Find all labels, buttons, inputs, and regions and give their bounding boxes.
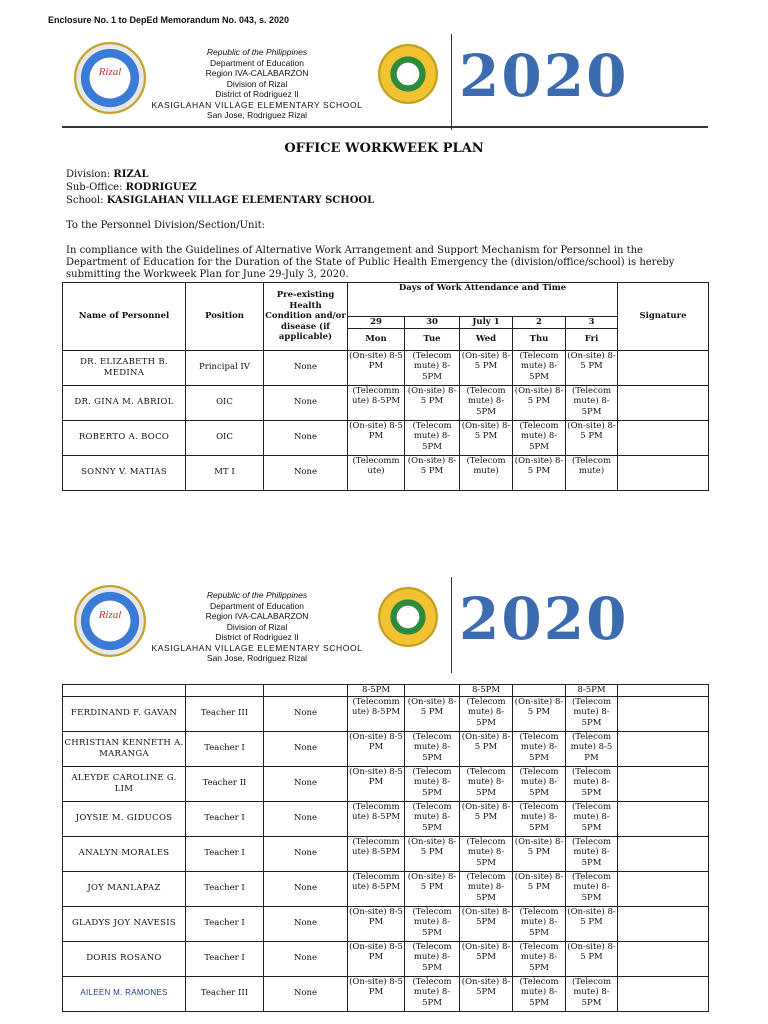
addressee: To the Personnel Division/Section/Unit: [66,220,266,231]
enclosure-note: Enclosure No. 1 to DepEd Memorandum No. 043, s. 2020 [48,15,290,25]
attendance-cell: (On-site) 8-5 PM [513,455,566,490]
table-row [63,350,709,385]
attendance-cell: 8-5PM [348,685,405,697]
district-line: District of Rodriguez II [215,89,299,99]
health-condition-cell: None [264,731,348,766]
attendance-cell: (Telecomm ute) [348,455,405,490]
attendance-cell: (On-site) 8-5PM [460,906,513,941]
health-condition-cell: None [264,941,348,976]
personnel-name-cell: DR. ELIZABETH B. MEDINA [63,350,186,385]
table-row [63,941,709,976]
attendance-cell: (Telecom mute) 8-5PM [460,871,513,906]
date-cell: 29 [348,317,405,329]
position-cell: MT I [186,455,264,490]
school-line: KASIGLAHAN VILLAGE ELEMENTARY SCHOOL [151,99,363,110]
signature-cell [618,731,709,766]
position-cell: Teacher I [186,871,264,906]
letterhead-top [0,34,768,134]
position-cell: OIC [186,420,264,455]
attendance-cell: (Telecom mute) 8-5PM [405,906,460,941]
signature-cell [618,350,709,385]
attendance-cell: (On-site) 8-5 PM [348,420,405,455]
attendance-cell: (Telecom mute) 8-5PM [460,766,513,801]
attendance-cell: (Telecom mute) [566,455,618,490]
table-row [63,871,709,906]
attendance-cell: (On-site) 8-5 PM [348,976,405,1011]
attendance-cell: (On-site) 8-5 PM [405,871,460,906]
attendance-cell: (Telecom mute) 8-5PM [566,766,618,801]
signature-cell [618,420,709,455]
signature-cell [618,455,709,490]
position-cell: Teacher III [186,696,264,731]
attendance-cell: (On-site) 8-5 PM [513,385,566,420]
personnel-name-cell: AILEEN M. RAMONES [63,976,186,1011]
attendance-cell: (Telecom mute) 8-5PM [405,731,460,766]
attendance-cell: (On-site) 8-5 PM [460,731,513,766]
health-condition-cell: None [264,871,348,906]
attendance-cell: (Telecomm ute) 8-5PM [348,385,405,420]
division-info: Division: RIZAL [66,169,149,180]
table-row [63,696,709,731]
position-cell: Teacher III [186,976,264,1011]
divider [62,126,708,128]
school-seal-icon [378,587,438,647]
header-days: Days of Work Attendance and Time [348,283,618,317]
personnel-name-cell: DR. GINA M. ABRIOL [63,385,186,420]
personnel-name-cell: GLADYS JOY NAVESIS [63,906,186,941]
attendance-cell: (On-site) 8-5 PM [566,420,618,455]
attendance-cell: (Telecom mute) [460,455,513,490]
district-line: District of Rodriguez II [215,632,299,642]
position-cell: Teacher I [186,731,264,766]
address-line: San Jose, Rodriguez Rizal [206,653,308,663]
signature-cell [618,976,709,1011]
attendance-cell: (Telecom mute) 8-5PM [405,976,460,1011]
attendance-cell: (Telecomm ute) 8-5PM [348,801,405,836]
attendance-cell: (Telecom mute) 8-5PM [405,350,460,385]
year-banner: 2020 [459,42,629,110]
health-condition-cell: None [264,906,348,941]
date-cell: 2 [513,317,566,329]
table-row [63,385,709,420]
position-cell: Teacher I [186,906,264,941]
attendance-cell: (Telecomm ute) 8-5PM [348,871,405,906]
attendance-cell: (On-site) 8-5 PM [460,350,513,385]
weekday-cell: Mon [348,328,405,350]
personnel-name-cell: FERDINAND F. GAVAN [63,696,186,731]
position-cell: Teacher I [186,836,264,871]
position-cell: Principal IV [186,350,264,385]
attendance-cell: (On-site) 8-5 PM [566,350,618,385]
attendance-cell: (Telecom mute) 8-5PM [513,420,566,455]
table-row [63,766,709,801]
position-cell: Teacher I [186,941,264,976]
personnel-name-cell: JOY MANLAPAZ [63,871,186,906]
dept-line: Department of Education [209,57,305,68]
division-line: Division of Rizal [226,621,288,632]
attendance-cell: (On-site) 8-5PM [460,976,513,1011]
attendance-cell: (Telecom mute) 8-5PM [513,731,566,766]
signature-cell [618,766,709,801]
personnel-name-cell: CHRISTIAN KENNETH A. MARANGA [63,731,186,766]
attendance-cell: (Telecom mute) 8-5PM [513,350,566,385]
date-cell: July 1 [460,317,513,329]
health-condition-cell: None [264,385,348,420]
address-line: San Jose, Rodriguez Rizal [206,110,308,120]
personnel-name-cell: SONNY V. MATIAS [63,455,186,490]
health-condition-cell: None [264,696,348,731]
attendance-cell: (On-site) 8-5 PM [348,731,405,766]
position-cell: OIC [186,385,264,420]
health-condition-cell: None [264,455,348,490]
health-condition-cell: None [264,766,348,801]
attendance-cell: (Telecom mute) 8-5PM [566,976,618,1011]
personnel-name-cell: ANALYN MORALES [63,836,186,871]
health-condition-cell: None [264,836,348,871]
health-condition-cell: None [264,801,348,836]
table-row [63,976,709,1011]
weekday-cell: Thu [513,328,566,350]
weekday-cell: Tue [405,328,460,350]
document-title: OFFICE WORKWEEK PLAN [284,141,484,156]
attendance-cell: (Telecom mute) 8-5PM [566,801,618,836]
attendance-cell: (Telecom mute) 8-5PM [513,766,566,801]
attendance-cell: (On-site) 8-5 PM [348,350,405,385]
date-cell: 3 [566,317,618,329]
weekday-cell: Wed [460,328,513,350]
attendance-cell: (Telecom mute) 8-5PM [460,836,513,871]
attendance-cell: (On-site) 8-5 PM [460,801,513,836]
suboffice-info: Sub-Office: RODRIGUEZ [66,182,197,193]
attendance-cell: (Telecom mute) 8-5PM [513,906,566,941]
attendance-cell: (On-site) 8-5PM [460,941,513,976]
deped-rizal-seal-icon: Rizal [74,585,146,657]
signature-cell [618,801,709,836]
attendance-cell: (Telecom mute) 8-5PM [566,696,618,731]
attendance-cell: (On-site) 8-5 PM [513,871,566,906]
attendance-cell: (Telecom mute) 8-5PM [566,836,618,871]
attendance-cell: (Telecom mute) 8-5PM [460,385,513,420]
table-row [63,420,709,455]
table-row [63,731,709,766]
attendance-cell: (On-site) 8-5 PM [405,696,460,731]
attendance-cell: (Telecom mute) 8-5 PM [566,731,618,766]
deped-rizal-seal-icon: Rizal [74,42,146,114]
year-banner: 2020 [459,585,629,653]
table-row [63,685,709,697]
attendance-cell [405,685,460,697]
attendance-cell: (On-site) 8-5 PM [405,836,460,871]
header-health: Pre-existing Health Condition and/or disease (if applicable) [264,283,348,351]
school-line: KASIGLAHAN VILLAGE ELEMENTARY SCHOOL [151,642,363,653]
dept-line: Department of Education [209,600,305,611]
region-line: Region IVA-CALABARZON [205,611,309,621]
compliance-paragraph: In compliance with the Guidelines of Alternative Work Arrangement and Support Mechanism for Personnel in the Department of Education for the Duration of the State of Public Health Emergency the (division/office/school) is hereby submitting the Workweek Plan for June 29-July 3, 2020. [66,245,675,280]
attendance-cell: (On-site) 8-5 PM [348,906,405,941]
attendance-cell: (Telecom mute) 8-5PM [566,385,618,420]
divider [451,34,452,130]
attendance-cell: (On-site) 8-5 PM [348,766,405,801]
position-cell: Teacher I [186,801,264,836]
attendance-cell: (Telecomm ute) 8-5PM [348,836,405,871]
signature-cell [618,385,709,420]
division-line: Division of Rizal [226,78,288,89]
divider [451,577,452,673]
weekday-cell: Fri [566,328,618,350]
health-condition-cell: None [264,350,348,385]
attendance-cell [513,685,566,697]
health-condition-cell: None [264,420,348,455]
personnel-name-cell: ROBERTO A. BOCO [63,420,186,455]
attendance-cell: 8-5PM [460,685,513,697]
attendance-cell: 8-5PM [566,685,618,697]
header-name: Name of Personnel [63,283,186,351]
attendance-cell: (Telecom mute) 8-5PM [405,766,460,801]
republic-line: Republic of the Philippines [206,47,308,57]
personnel-name-cell: DORIS ROSANO [63,941,186,976]
table-row [63,906,709,941]
attendance-cell: (Telecom mute) 8-5PM [513,976,566,1011]
attendance-cell: (Telecom mute) 8-5PM [513,941,566,976]
letterhead-text [150,47,364,121]
attendance-cell: (On-site) 8-5 PM [513,696,566,731]
attendance-cell: (On-site) 8-5 PM [460,420,513,455]
school-info: School: KASIGLAHAN VILLAGE ELEMENTARY SCHOOL [66,195,375,206]
header-position: Position [186,283,264,351]
health-condition-cell: None [264,976,348,1011]
attendance-cell: (Telecomm ute) 8-5PM [348,696,405,731]
table-row [63,455,709,490]
header-signature: Signature [618,283,709,351]
republic-line: Republic of the Philippines [206,590,308,600]
region-line: Region IVA-CALABARZON [205,68,309,78]
position-cell: Teacher II [186,766,264,801]
attendance-cell: (On-site) 8-5 PM [566,906,618,941]
attendance-cell: (On-site) 8-5 PM [513,836,566,871]
attendance-cell: (On-site) 8-5 PM [566,941,618,976]
attendance-cell: (Telecom mute) 8-5PM [405,941,460,976]
attendance-cell: (Telecom mute) 8-5PM [405,801,460,836]
school-seal-icon [378,44,438,104]
workweek-table-page1 [62,282,709,491]
personnel-name-cell: JOYSIE M. GIDUCOS [63,801,186,836]
table-row [63,801,709,836]
attendance-cell: (Telecom mute) 8-5PM [405,420,460,455]
workweek-table-page2 [62,684,709,1012]
attendance-cell: (Telecom mute) 8-5PM [566,871,618,906]
signature-cell [618,871,709,906]
attendance-cell: (On-site) 8-5 PM [405,385,460,420]
attendance-cell: (Telecom mute) 8-5PM [460,696,513,731]
attendance-cell: (Telecom mute) 8-5PM [513,801,566,836]
signature-cell [618,941,709,976]
signature-cell [618,906,709,941]
signature-cell [618,696,709,731]
letterhead-text [150,590,364,664]
date-cell: 30 [405,317,460,329]
letterhead-page2 [0,577,768,677]
attendance-cell: (On-site) 8-5 PM [405,455,460,490]
table-row [63,836,709,871]
personnel-name-cell: ALEYDE CAROLINE G. LIM [63,766,186,801]
signature-cell [618,836,709,871]
attendance-cell: (On-site) 8-5 PM [348,941,405,976]
